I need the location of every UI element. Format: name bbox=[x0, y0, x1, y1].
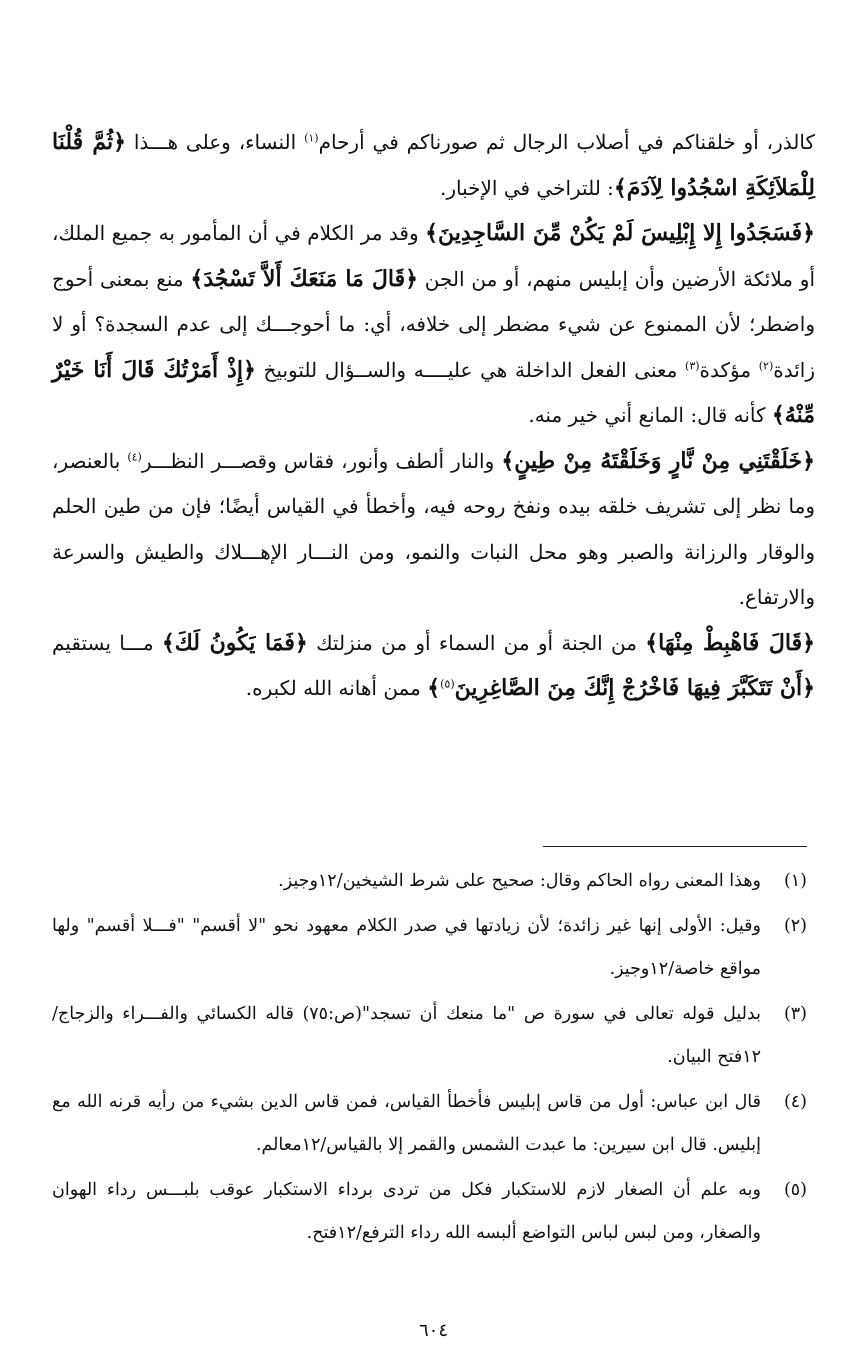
text-run: النساء، وعلى هـــذا bbox=[125, 130, 305, 154]
footnotes bbox=[52, 860, 807, 1257]
footnote-number: (٢) bbox=[783, 916, 807, 936]
quran-verse: ﴿خَلَقْتَنِي مِنْ نَّارٍ وَخَلَقْتَهُ مِنْ طِينٍ﴾ bbox=[501, 447, 815, 474]
quran-verse: ﴿قَالَ مَا مَنَعَكَ أَلاَّ تَسْجُدَ﴾ bbox=[190, 265, 418, 292]
paragraph bbox=[52, 120, 815, 211]
text-run: مـــا يستقيم bbox=[52, 630, 162, 655]
paragraph bbox=[52, 621, 815, 712]
text-run: كأنه قال: المانع أني خير منه. bbox=[528, 403, 772, 427]
text-run: والنار ألطف وأنور، فقاس وقصـــر النظـــر bbox=[141, 448, 502, 473]
text-run: كالذر، أو خلقناكم في أصلاب الرجال ثم صورناكم في أرحام bbox=[318, 130, 815, 154]
footnote bbox=[52, 1169, 807, 1255]
footnote-separator bbox=[543, 846, 807, 847]
footnote bbox=[52, 905, 807, 991]
footnote-ref: (٤) bbox=[127, 449, 142, 463]
text-run: منع بمعنى أحوج واضطر؛ لأن الممنوع عن شيء مضطر إلى خلافه، أي: ما أحوجـــك إلى عدم السجدة؟ أو لا زائدة bbox=[52, 266, 816, 382]
footnote bbox=[52, 993, 807, 1079]
text-run: : للتراخي في الإخبار. bbox=[440, 175, 614, 200]
footnote-number: (٥) bbox=[783, 1180, 807, 1200]
footnote-ref: (٣) bbox=[685, 358, 700, 372]
footnote-text: قال ابن عباس: أول من قاس إبليس فأخطأ القياس، فمن قاس الدين بشيء من رأيه قرنه الله مع إبليس. قال ابن سيرين: ما عبدت الشمس والقمر إلا بالقياس/١٢معالم. bbox=[52, 1092, 761, 1155]
footnote-text: بدليل قوله تعالى في سورة ص "ما منعك أن تسجد"(ص:٧٥) قاله الكسائي والفـــراء والزجاج/١٢فتح البيان. bbox=[52, 1004, 761, 1067]
footnote bbox=[52, 1081, 807, 1167]
quran-verse: ﴿فَسَجَدُوا إِلا إِبْلِيسَ لَمْ يَكُنْ مِّنَ السَّاجِدِينَ﴾ bbox=[425, 220, 815, 246]
footnote-ref: (٥) bbox=[440, 677, 455, 691]
footnote-number: (٤) bbox=[783, 1092, 807, 1112]
text-run: بالعنصر، وما نظر إلى تشريف خلقه بيده ونفخ روحه فيه، وأخطأ في القياس أيضًا؛ فإن من طين الحلم والوقار والرزانة والصبر وهو محل النبات والنمو، ومن النـــار الإهـــلاك والطيش والسرعة والارتفاع. bbox=[52, 448, 815, 609]
footnote-number: (٣) bbox=[783, 1004, 807, 1024]
paragraph bbox=[52, 439, 815, 621]
main-text bbox=[52, 120, 815, 712]
quran-verse: ﴿إِذْ أَمَرْتُكَ قَالَ أَنَا خَيْرٌ مِّنْهُ﴾ bbox=[52, 356, 815, 428]
paragraph bbox=[52, 211, 815, 439]
text-run: من الجنة أو من السماء أو من منزلتك bbox=[307, 630, 646, 655]
quran-verse: ﴿ثُمَّ قُلْنَا لِلْمَلاَئِكَةِ اسْجُدُوا لِآدَمَ﴾ bbox=[52, 129, 815, 201]
footnote bbox=[52, 860, 807, 903]
footnote-ref: (٢) bbox=[758, 358, 774, 372]
text-run: وقد مر الكلام في أن المأمور به جميع الملك، أو ملائكة الأرضين وأن إبليس منهم، أو من الجن bbox=[52, 221, 816, 291]
page-number: ٦٠٤ bbox=[418, 1320, 448, 1341]
footnote-text: وبه علم أن الصغار لازم للاستكبار فكل من تردى برداء الاستكبار عوقب بلبـــس رداء الهوان والصغار، ومن لبس لباس التواضع ألبسه الله رداء الترفع/١٢فتح. bbox=[52, 1180, 761, 1243]
text-run: مؤكدة bbox=[699, 357, 759, 382]
footnote-text: وهذا المعنى رواه الحاكم وقال: صحيح على شرط الشيخين/١٢وجيز. bbox=[278, 871, 761, 891]
quran-verse: ﴿فَمَا يَكُونُ لَكَ﴾ bbox=[161, 629, 308, 656]
text-run: معنى الفعل الداخلة هي عليــــه والســؤال للتوبيخ bbox=[255, 357, 686, 382]
quran-verse: ﴿أَنْ تَتَكَبَّرَ فِيهَا فَاخْرُجْ إِنَّكَ مِنَ الصَّاغِرِينَ bbox=[454, 675, 815, 701]
footnote-number: (١) bbox=[783, 871, 807, 891]
footnote-text: وقيل: الأولى إنها غير زائدة؛ لأن زيادتها في صدر الكلام معهود نحو "لا أقسم" "فـــلا أقسم" ولها مواقع خاصة/١٢وجيز. bbox=[52, 916, 761, 979]
quran-verse: ﴿قَالَ فَاهْبِطْ مِنْهَا﴾ bbox=[645, 629, 815, 656]
quran-verse: ﴾ bbox=[427, 675, 441, 701]
text-run: ممن أهانه الله لكبره. bbox=[245, 676, 428, 700]
footnote-ref: (١) bbox=[304, 131, 319, 145]
